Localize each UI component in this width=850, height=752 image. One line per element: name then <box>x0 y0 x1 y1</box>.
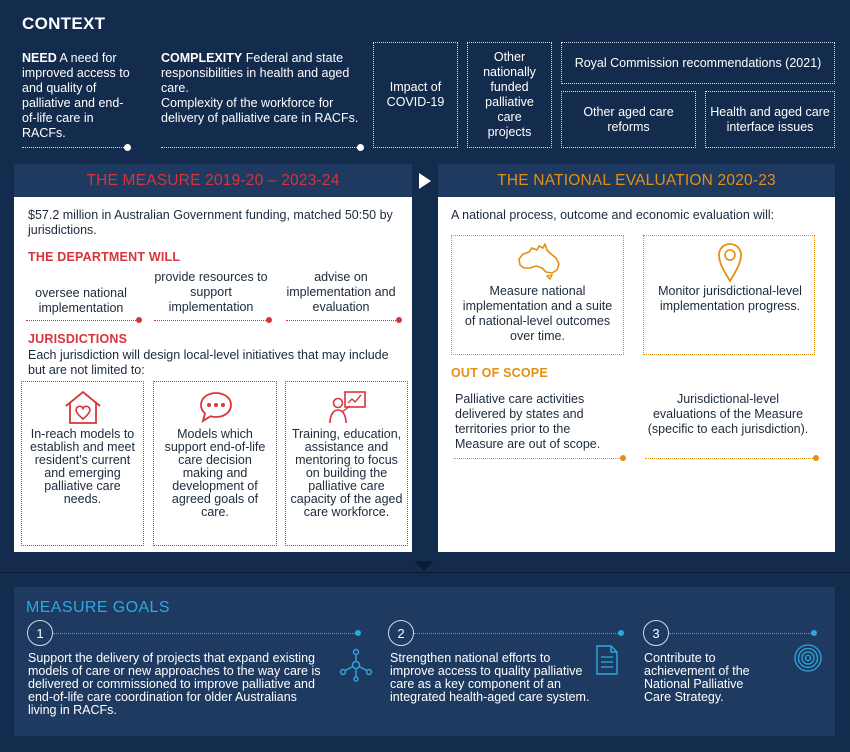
goals-separator <box>0 572 850 573</box>
evaluation-text-measure: Measure national implementation and a suite of national-level outcomes over time. <box>462 284 613 343</box>
goals-title: MEASURE GOALS <box>26 599 170 616</box>
initiative-text-training: Training, education, assistance and mentoring to focus on building the palliative care capacity of the aged care workforce. <box>290 427 403 519</box>
goal-divider-3 <box>669 633 813 634</box>
context-box-interface-issues: Health and aged care interface issues <box>705 91 835 148</box>
goal-text-1: Support the delivery of projects that expand existing models of care or new approaches to the way care is delivered or commissioned to improve palliative and end-of-life care coordination for older Australians living in RACFs. <box>28 651 321 717</box>
complexity-divider <box>161 147 359 148</box>
need-divider <box>22 147 126 148</box>
out-of-scope-item-2: Jurisdictional-level evaluations of the Measure (specific to each jurisdiction). <box>647 392 809 436</box>
house-heart-icon <box>62 389 104 425</box>
need-label: NEED <box>22 51 57 65</box>
evaluation-box-measure <box>451 235 624 355</box>
complexity-label: COMPLEXITY <box>161 51 243 65</box>
chat-bubble-icon <box>198 390 234 424</box>
out-of-scope-item-1: Palliative care activities delivered by states and territories prior to the Measure are out of scope. <box>455 392 601 451</box>
goal-text-3: Contribute to achievement of the National Palliative Care Strategy. <box>644 651 750 704</box>
context-title: CONTEXT <box>22 14 106 33</box>
goal-dot-2 <box>618 630 624 636</box>
out-of-scope-divider-2 <box>645 458 815 459</box>
department-item-oversee: oversee national implementation <box>35 286 127 315</box>
complexity-text-2: Complexity of the workforce for delivery of palliative care in RACFs. <box>161 96 359 125</box>
goal-dot-3 <box>811 630 817 636</box>
goal-divider-1 <box>53 633 357 634</box>
location-pin-icon <box>716 241 744 283</box>
department-dot-2 <box>266 317 272 323</box>
department-dot-1 <box>136 317 142 323</box>
goal-number-1: 1 <box>27 620 53 646</box>
goal-divider-2 <box>414 633 620 634</box>
need-block <box>22 51 136 141</box>
context-box-aged-care-reforms: Other aged care reforms <box>561 91 696 148</box>
initiative-box-training <box>285 381 408 546</box>
out-of-scope-dot-2 <box>813 455 819 461</box>
complexity-block <box>161 51 367 126</box>
out-of-scope-dot-1 <box>620 455 626 461</box>
document-list-icon <box>594 644 620 676</box>
measure-header: THE MEASURE 2019-20 – 2023-24 <box>14 164 412 197</box>
goal-text-2: Strengthen national efforts to improve access to quality palliative care as a key component of an integrated health-aged care system. <box>390 651 590 704</box>
evaluation-intro: A national process, outcome and economic evaluation will: <box>451 208 775 222</box>
department-divider-3 <box>286 320 398 321</box>
australia-map-icon <box>516 242 562 280</box>
department-item-resources: provide resources to support implementation <box>154 270 268 314</box>
arrow-right-icon <box>418 172 432 190</box>
department-divider-2 <box>154 320 268 321</box>
evaluation-header: THE NATIONAL EVALUATION 2020-23 <box>438 164 835 197</box>
jurisdictions-text: Each jurisdiction will design local-level initiatives that may include but are not limited to: <box>28 348 389 377</box>
context-box-covid: Impact of COVID-19 <box>373 42 458 148</box>
out-of-scope-divider-1 <box>453 458 622 459</box>
initiative-box-decision-making <box>153 381 277 546</box>
department-dot-3 <box>396 317 402 323</box>
context-box-other-projects: Other nationally funded palliative care projects <box>467 42 552 148</box>
goal-dot-1 <box>355 630 361 636</box>
presenter-icon <box>326 389 368 425</box>
initiative-text-in-reach: In-reach models to establish and meet resident's current and emerging palliative care needs. <box>30 427 135 506</box>
goal-number-2: 2 <box>388 620 414 646</box>
complexity-text-1: Federal and state responsibilities in health and aged care. <box>161 51 350 95</box>
context-box-royal-commission: Royal Commission recommendations (2021) <box>561 42 835 84</box>
jurisdictions-title: JURISDICTIONS <box>28 332 128 346</box>
need-dot <box>124 144 131 151</box>
initiative-text-decision-making: Models which support end-of-life care decision making and development of agreed goals of care. <box>164 427 266 519</box>
evaluation-box-monitor <box>643 235 815 355</box>
target-icon <box>792 642 824 674</box>
initiative-box-in-reach <box>21 381 144 546</box>
department-item-advise: advise on implementation and evaluation <box>286 270 396 314</box>
goal-number-3: 3 <box>643 620 669 646</box>
need-text: A need for improved access to and quality of palliative and end-of-life care in RACFs. <box>22 51 130 140</box>
department-title: THE DEPARTMENT WILL <box>28 250 181 264</box>
evaluation-text-monitor: Monitor jurisdictional-level implementation progress. <box>658 284 802 313</box>
network-icon <box>339 648 373 682</box>
out-of-scope-title: OUT OF SCOPE <box>451 366 548 380</box>
department-divider-1 <box>26 320 138 321</box>
complexity-dot <box>357 144 364 151</box>
measure-funding: $57.2 million in Australian Government funding, matched 50:50 by jurisdictions. <box>28 208 393 237</box>
arrow-down-icon <box>413 560 435 572</box>
